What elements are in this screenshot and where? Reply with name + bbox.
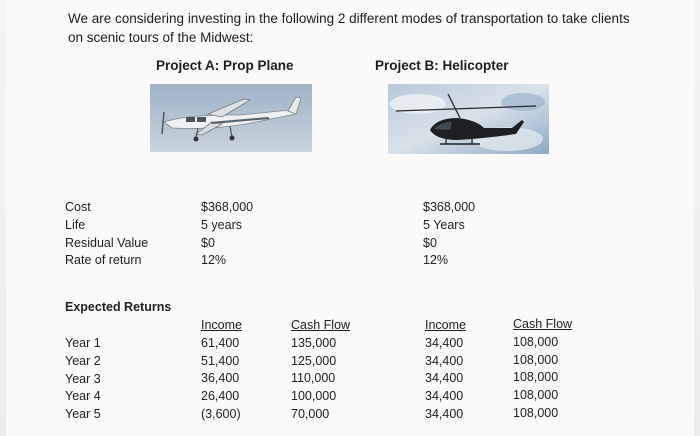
project-a-attributes [201, 199, 253, 270]
project-b-income-header: Income [425, 318, 466, 332]
project-b-cash-flow-year-5: 108,000 [513, 405, 559, 420]
life-label: Life [65, 217, 86, 232]
project-b-cash-flow-year-3: 108,000 [513, 370, 559, 385]
project-a-cash-flow-year-4: 100,000 [291, 389, 337, 404]
project-b-income-year-2: 34,400 [425, 353, 464, 368]
residual-value-label: Residual Value [65, 235, 149, 250]
project-b-life: 5 Years [423, 217, 465, 232]
prop-plane-photo [150, 84, 312, 152]
project-b-income-year-5: 34,400 [425, 406, 464, 421]
intro-line-2: on scenic tours of the Midwest: [68, 30, 254, 45]
project-b-cash-flow-year-4: 108,000 [513, 388, 559, 403]
year-2-label: Year 2 [65, 353, 101, 368]
project-b-title: Project B: Helicopter [375, 58, 509, 73]
project-b-income-column [425, 317, 466, 424]
project-a-income-year-4: 26,400 [201, 389, 240, 404]
project-a-income-year-3: 36,400 [201, 371, 240, 386]
project-a-cash-flow-year-5: 70,000 [291, 406, 330, 421]
year-1-label: Year 1 [65, 336, 101, 350]
project-a-cash-flow-header: Cash Flow [291, 318, 351, 332]
project-a-cost: $368,000 [201, 200, 254, 214]
project-b-income-year-1: 34,400 [425, 335, 464, 350]
project-a-income-year-2: 51,400 [201, 353, 240, 368]
project-b-income-year-3: 34,400 [425, 371, 464, 386]
project-b-attributes [423, 199, 475, 270]
project-a-income-year-5: (3,600) [201, 406, 241, 421]
project-a-income-column [201, 317, 242, 424]
intro-line-1: We are considering investing in the following 2 different modes of transportation to take clients [68, 11, 630, 26]
project-a-cash-flow-year-2: 125,000 [291, 353, 337, 368]
expected-returns-title: Expected Returns [65, 300, 172, 314]
project-b-cost: $368,000 [423, 200, 476, 214]
project-b-residual: $0 [423, 235, 437, 250]
year-4-label: Year 4 [65, 389, 101, 404]
attribute-labels [65, 199, 148, 270]
project-a-cash-flow-year-3: 110,000 [291, 371, 336, 386]
project-a-rate: 12% [201, 253, 227, 268]
year-5-label: Year 5 [65, 407, 101, 422]
project-a-life: 5 years [201, 217, 242, 232]
year-3-label: Year 3 [65, 371, 101, 386]
project-b-rate: 12% [423, 253, 449, 268]
project-a-income-year-1: 61,400 [201, 335, 240, 350]
cost-label: Cost [65, 200, 91, 214]
project-b-income-year-4: 34,400 [425, 389, 464, 404]
project-a-residual: $0 [201, 235, 215, 250]
project-a-cash-flow-year-1: 135,000 [291, 335, 337, 350]
project-b-cash-flow-header: Cash Flow [513, 317, 573, 331]
project-b-cash-flow-year-1: 108,000 [513, 334, 559, 349]
year-labels [65, 335, 101, 424]
project-b-cash-flow-column [513, 316, 572, 423]
project-a-title: Project A: Prop Plane [156, 58, 294, 73]
project-a-cash-flow-column [291, 317, 350, 424]
document-page [6, 0, 694, 436]
project-b-cash-flow-year-2: 108,000 [513, 352, 559, 367]
helicopter-photo [388, 84, 549, 154]
project-a-income-header: Income [201, 318, 242, 332]
rate-of-return-label: Rate of return [65, 253, 142, 268]
